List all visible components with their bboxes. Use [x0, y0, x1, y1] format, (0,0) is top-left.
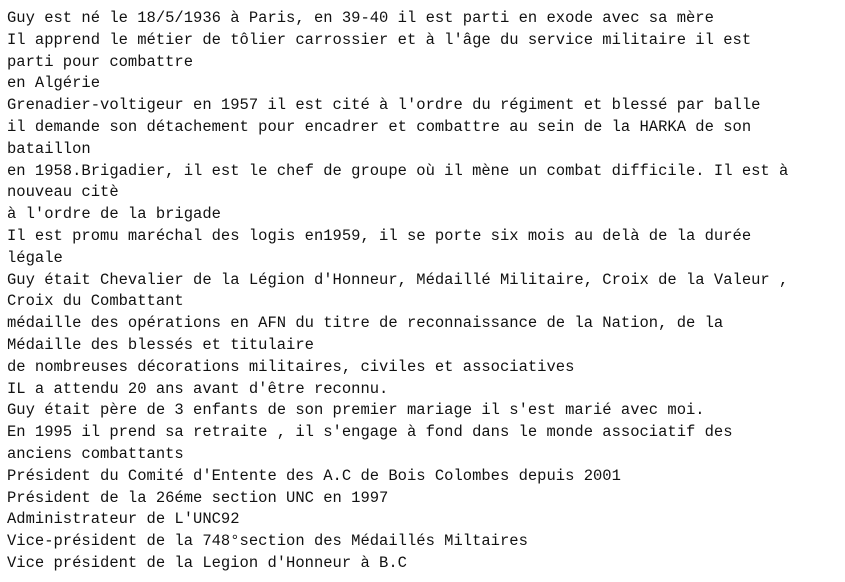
text-line: Vice-président de la 748°section des Médaillés Miltaires [7, 532, 528, 551]
text-line: Grenadier-voltigeur en 1957 il est cité à l'ordre du régiment et blessé par balle [7, 96, 761, 115]
text-line: Vice président de la Legion d'Honneur à B.C [7, 553, 407, 572]
text-line: en 1958.Brigadier, il est le chef de groupe où il mène un combat difficile. Il est à [7, 161, 789, 180]
text-line: nouveau citè [7, 183, 119, 202]
text-line: Guy était Chevalier de la Légion d'Honneur, Médaillé Militaire, Croix de la Valeur , [7, 270, 789, 289]
text-line: En 1995 il prend sa retraite , il s'engage à fond dans le monde associatif des [7, 423, 733, 442]
text-line: anciens combattants [7, 444, 184, 463]
text-line: Il est promu maréchal des logis en1959, il se porte six mois au delà de la durée [7, 226, 752, 245]
text-line: à l'ordre de la brigade [7, 205, 221, 224]
text-line: Médaille des blessés et titulaire [7, 335, 314, 354]
text-line: parti pour combattre [7, 52, 194, 71]
text-line: Administrateur de L'UNC92 [7, 510, 240, 529]
biography-text [7, 8, 837, 575]
text-line: Guy était père de 3 enfants de son premier mariage il s'est marié avec moi. [7, 401, 705, 420]
text-line: bataillon [7, 139, 91, 158]
text-line: en Algérie [7, 74, 101, 93]
text-line: Il apprend le métier de tôlier carrossier et à l'âge du service militaire il est [7, 30, 752, 49]
text-line: il demande son détachement pour encadrer et combattre au sein de la HARKA de son [7, 117, 752, 136]
text-line: de nombreuses décorations militaires, civiles et associatives [7, 357, 575, 376]
text-line: IL a attendu 20 ans avant d'être reconnu. [7, 379, 389, 398]
text-line: Président du Comité d'Entente des A.C de Bois Colombes depuis 2001 [7, 466, 621, 485]
text-line: Président de la 26éme section UNC en 1997 [7, 488, 389, 507]
text-line: médaille des opérations en AFN du titre de reconnaissance de la Nation, de la [7, 314, 724, 333]
text-line: Guy est né le 18/5/1936 à Paris, en 39-40 il est parti en exode avec sa mère [7, 9, 714, 27]
text-line: légale [7, 248, 63, 267]
text-line: Croix du Combattant [7, 292, 184, 311]
